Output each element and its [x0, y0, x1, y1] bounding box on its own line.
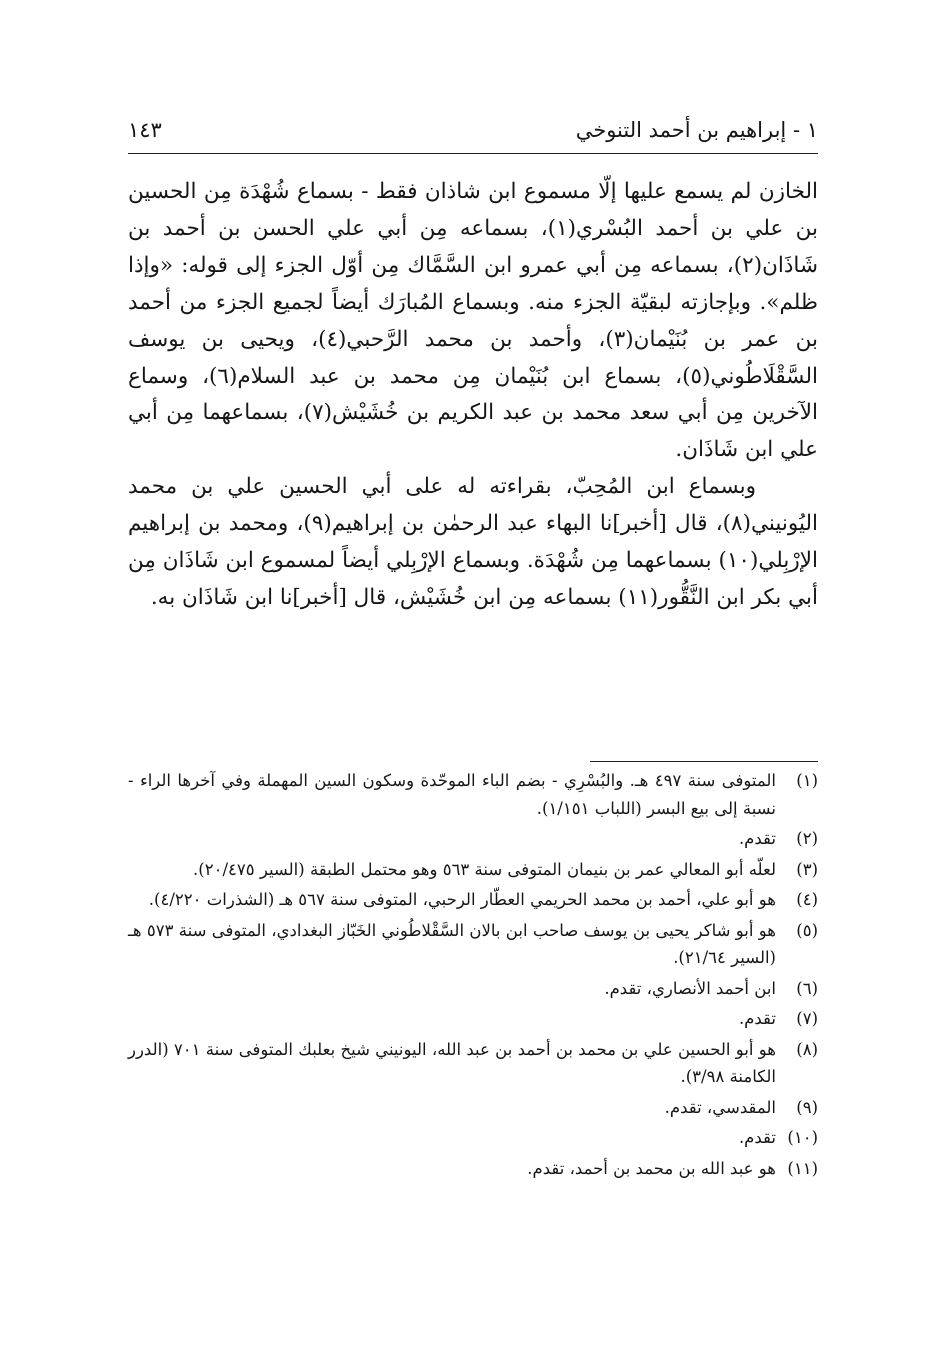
footnote-text: هو أبو علي، أحمد بن محمد الحريمي العطّار الرحبي، المتوفى سنة ٥٦٧ هـ (الشذرات ٤/٢٢٠).	[148, 890, 776, 909]
footnote-number: (٥)	[796, 920, 818, 940]
footnote-4	[128, 886, 818, 914]
footnote-10	[128, 1124, 818, 1152]
footnote-number: (٤)	[796, 890, 818, 909]
paragraph-1: الخازن لم يسمع عليها إلّا مسموع ابن شاذان فقط - بسماع شُهْدَة مِن الحسين بن علي بن أحمد البُسْري(١)، بسماعه مِن أبي علي الحسن بن أحمد بن شَاذَان(٢)، بسماعه مِن أبي عمرو ابن السَّمَّاك مِن أوّل الجزء إلى قوله: «وإذا ظلم». وبإجازته لبقيّة الجزء منه. وبسماع المُبارَك أيضاً لجميع الجزء من أحمد بن عمر بن بُنَيْمان(٣)، وأحمد بن محمد الرَّحبي(٤)، ويحيى بن يوسف السَّقْلَاطُوني(٥)، بسماع ابن بُنَيْمان مِن محمد بن عبد السلام(٦)، وسماع الآخرين مِن أبي سعد محمد بن عبد الكريم بن خُشَيْش(٧)، بسماعهما مِن أبي علي ابن شَاذَان.	[128, 179, 818, 463]
footnote-text: المتوفى سنة ٤٩٧ هـ. والبُسْرِي - بضم الباء الموحّدة وسكون السين المهملة وفي آخرها الراء - نسبة إلى بيع البسر (اللباب ١/١٥١).	[128, 771, 777, 818]
footnote-3	[128, 856, 818, 884]
footnote-number: (١١)	[787, 1158, 818, 1178]
footnote-2	[128, 825, 818, 853]
footnote-6	[128, 975, 818, 1003]
footnote-number: (٣)	[796, 859, 818, 879]
footnote-9	[128, 1094, 818, 1122]
footnote-7	[128, 1005, 818, 1033]
footnote-11	[128, 1155, 818, 1183]
footnote-number: (٩)	[796, 1097, 818, 1117]
footnote-text: تقدم.	[738, 1128, 776, 1147]
footnote-text: هو أبو الحسين علي بن محمد بن أحمد بن عبد الله، اليونيني شيخ بعلبك المتوفى سنة ٧٠١ (الدرر الكامنة ٣/٩٨).	[128, 1039, 776, 1086]
footnote-number: (١٠)	[787, 1128, 818, 1147]
page-number: ١٤٣	[128, 118, 162, 142]
footnote-rule	[590, 761, 818, 762]
running-header	[128, 112, 818, 148]
paragraph-2: وبسماع ابن المُحِبّ، بقراءته له على أبي الحسين علي بن محمد اليُونيني(٨)، قال [أخبر]نا البهاء عبد الرحمٰن بن إبراهيم(٩)، ومحمد بن إبراهيم الإرْبِلي(١٠) بسماعهما مِن شُهْدَة. وبسماع الإرْبِلي أيضاً لمسموع ابن شَاذَان مِن أبي بكر ابن النَّقُّور(١١) بسماعه مِن ابن خُشَيْش، قال [أخبر]نا ابن شَاذَان به.	[128, 474, 818, 610]
main-text	[128, 174, 818, 617]
footnote-text: هو عبد الله بن محمد بن أحمد، تقدم.	[527, 1158, 776, 1178]
footnote-number: (٦)	[796, 978, 818, 998]
footnote-text: تقدم.	[738, 1009, 776, 1028]
header-title: ١ - إبراهيم بن أحمد التنوخي	[575, 118, 818, 142]
footnote-number: (٨)	[796, 1039, 818, 1059]
footnote-number: (١)	[796, 771, 818, 790]
footnote-5	[128, 917, 818, 972]
footnote-text: المقدسي، تقدم.	[664, 1097, 776, 1117]
footnote-text: تقدم.	[738, 829, 776, 848]
footnote-text: هو أبو شاكر يحيى بن يوسف صاحب ابن بالان السَّقْلاطُوني الخَبّاز البغدادي، المتوفى سنة ٥٧٣ هـ (السير ٢١/٦٤).	[128, 920, 776, 967]
footnote-number: (٧)	[796, 1009, 818, 1028]
footnote-text: ابن أحمد الأنصاري، تقدم.	[604, 978, 776, 998]
footnote-8	[128, 1036, 818, 1091]
footnote-1	[128, 767, 818, 822]
footnote-text: لعلّه أبو المعالي عمر بن بنيمان المتوفى سنة ٥٦٣ وهو محتمل الطبقة (السير ٢٠/٤٧٥).	[193, 859, 776, 879]
footnote-number: (٢)	[796, 829, 818, 848]
footnotes	[128, 767, 818, 1185]
header-rule	[128, 153, 818, 154]
